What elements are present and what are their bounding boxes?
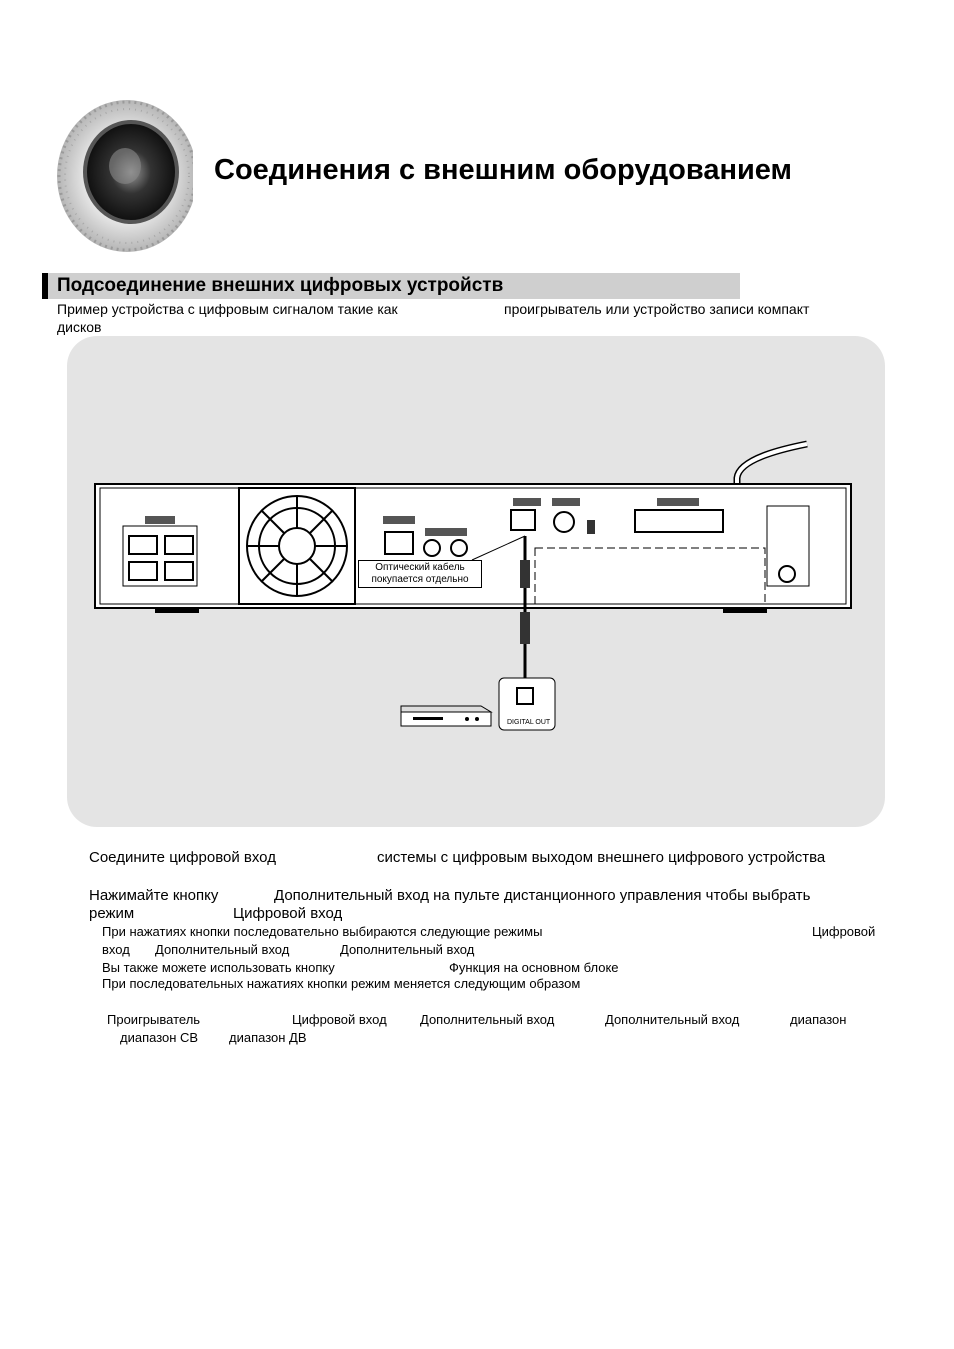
optical-cable-callout bbox=[358, 560, 482, 588]
section-marker bbox=[42, 273, 48, 299]
sequence-item-5: диапазон bbox=[790, 1012, 847, 1027]
sequence-item-1: Проигрыватель bbox=[107, 1012, 201, 1027]
sequence-item-6: диапазон СВ bbox=[120, 1030, 199, 1045]
note1-text-1: При нажатиях кнопки последовательно выбираются следующие режимы bbox=[102, 924, 543, 939]
intro-text-1: Пример устройства с цифровым сигналом такие как bbox=[57, 301, 398, 317]
step1-text-2: системы с цифровым выходом внешнего цифрового устройства bbox=[377, 849, 826, 866]
step2-text-3: режим bbox=[89, 905, 135, 922]
sequence-item-7: диапазон ДВ bbox=[229, 1030, 307, 1045]
sequence-item-4: Дополнительный вход bbox=[605, 1012, 740, 1027]
sequence-item-2: Цифровой вход bbox=[292, 1012, 387, 1027]
section-header bbox=[42, 273, 740, 299]
callout-line-2: покупается отдельно bbox=[371, 574, 469, 585]
sequence-item-3: Дополнительный вход bbox=[420, 1012, 555, 1027]
step2-text-1: Нажимайте кнопку bbox=[89, 887, 219, 904]
note1-text-4: Дополнительный вход bbox=[155, 942, 290, 957]
note2-text-1: Вы также можете использовать кнопку bbox=[102, 960, 335, 975]
intro-text-2: проигрыватель или устройство записи компакт bbox=[504, 301, 810, 317]
section-title: Подсоединение внешних цифровых устройств bbox=[57, 275, 504, 296]
note1-text-5: Дополнительный вход bbox=[340, 942, 475, 957]
note3-text: При последовательных нажатиях кнопки режим меняется следующим образом bbox=[102, 976, 581, 991]
page-title: Соединения с внешним оборудованием bbox=[214, 154, 792, 186]
intro-text-3: дисков bbox=[57, 319, 102, 335]
step2-text-2: Дополнительный вход на пульте дистанционного управления чтобы выбрать bbox=[274, 887, 811, 904]
callout-line-1: Оптический кабель bbox=[375, 562, 465, 573]
note1-text-3: вход bbox=[102, 942, 130, 957]
note1-text-2: Цифровой bbox=[812, 924, 876, 939]
step2-text-4: Цифровой вход bbox=[233, 905, 343, 922]
note2-text-2: Функция на основном блоке bbox=[449, 960, 619, 975]
speaker-logo-icon bbox=[55, 96, 200, 256]
digital-out-label: DIGITAL OUT bbox=[507, 719, 551, 726]
step1-text-1: Соедините цифровой вход bbox=[89, 849, 276, 866]
